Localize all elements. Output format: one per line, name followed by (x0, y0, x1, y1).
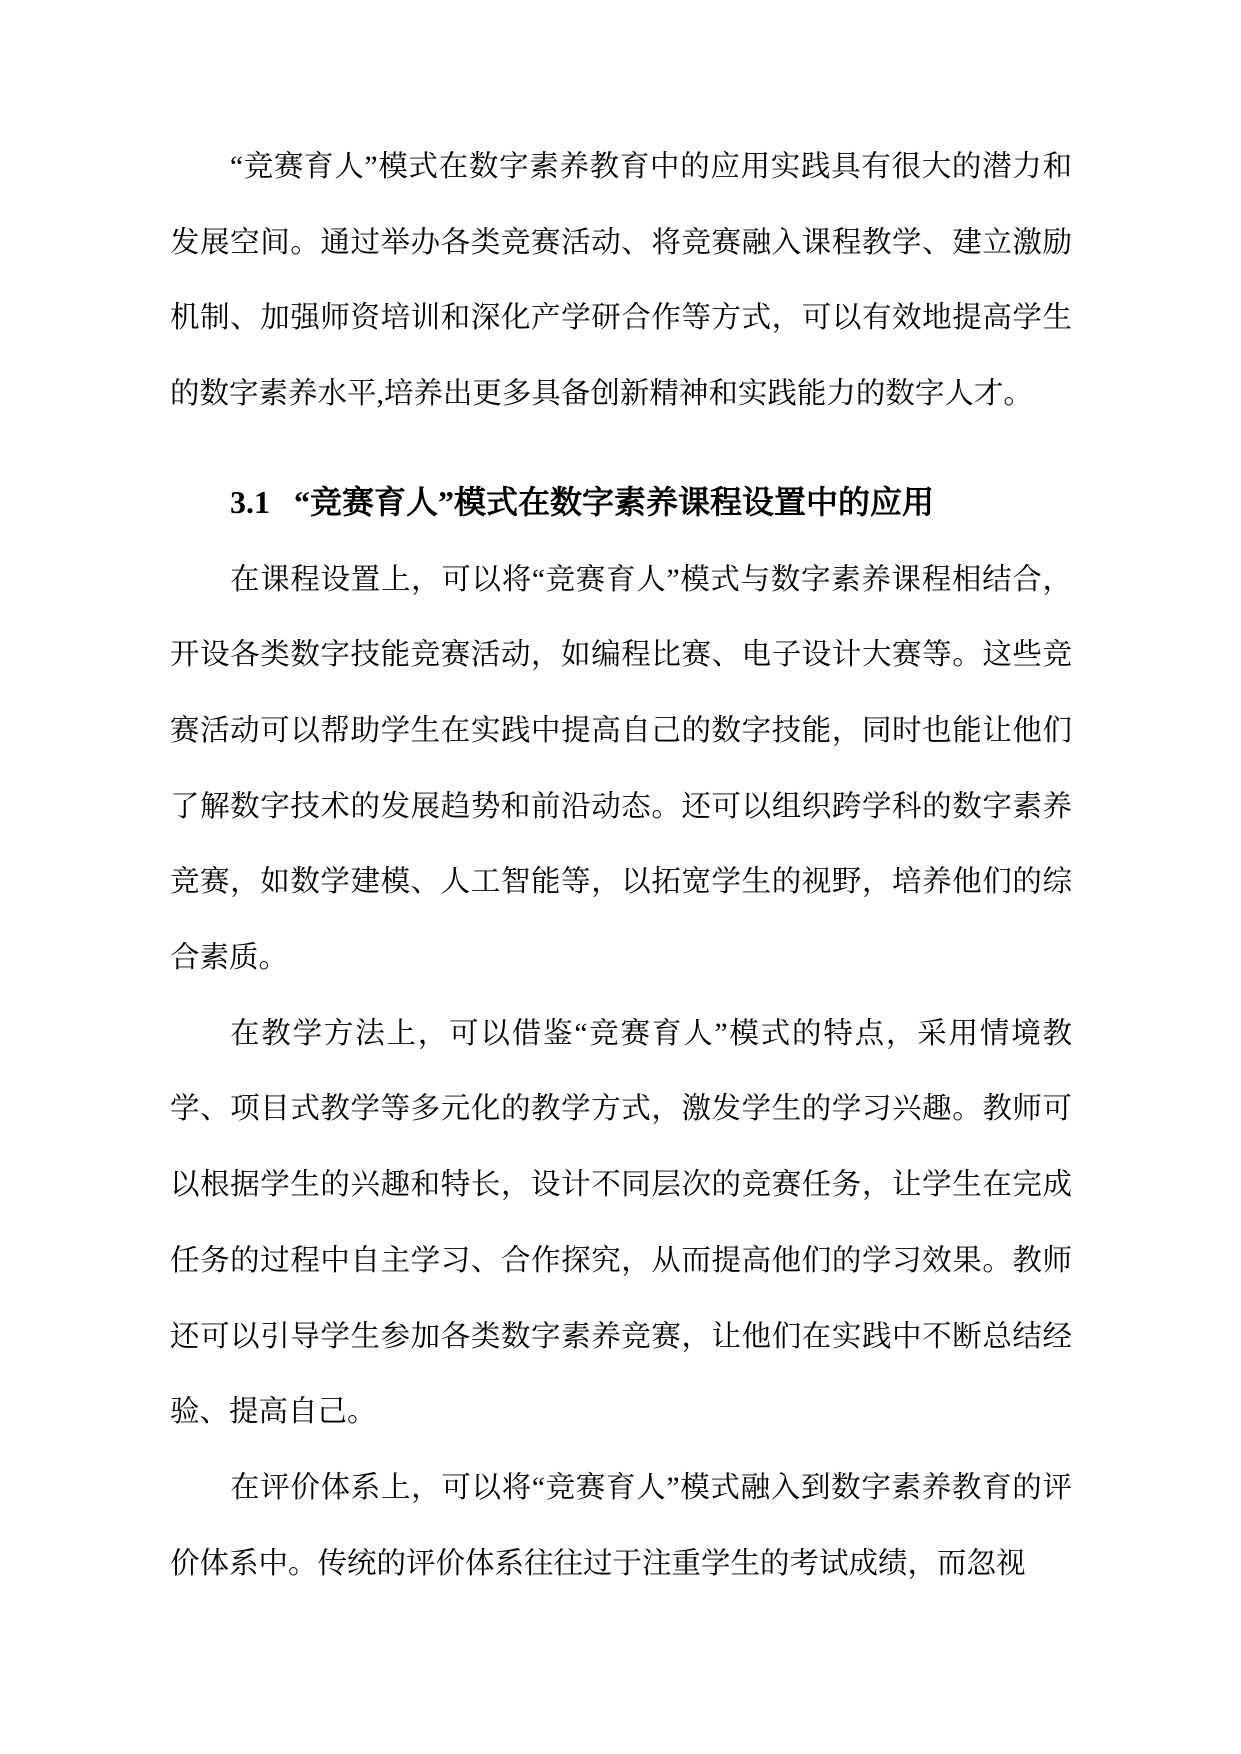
section-heading-number: 3.1 (230, 483, 270, 520)
body-paragraph-teaching-methods: 在教学方法上，可以借鉴“竞赛育人”模式的特点，采用情境教学、项目式教学等多元化的教学方式，激发学生的学习兴趣。教师可以根据学生的兴趣和特长，设计不同层次的竞赛任务，让学生在完成任务的过程中自主学习、合作探究，从而提高他们的学习效果。教师还可以引导学生参加各类数字素养竞赛，让他们在实践中不断总结经验、提高自己。 (170, 1017, 1072, 1429)
body-paragraph-evaluation-system: 在评价体系上，可以将“竞赛育人”模式融入到数字素养教育的评价体系中。传统的评价体系往往过于注重学生的考试成绩，而忽视 (170, 1471, 1072, 1580)
document-text-column (170, 130, 1072, 1602)
body-paragraph-course-design: 在课程设置上，可以将“竞赛育人”模式与数字素养课程相结合，开设各类数字技能竞赛活动，如编程比赛、电子设计大赛等。这些竞赛活动可以帮助学生在实践中提高自己的数字技能，同时也能让他们了解数字技术的发展趋势和前沿动态。还可以组织跨学科的数字素养竞赛，如数学建模、人工智能等，以拓宽学生的视野，培养他们的综合素质。 (170, 563, 1072, 975)
intro-paragraph: “竞赛育人”模式在数字素养教育中的应用实践具有很大的潜力和发展空间。通过举办各类竞赛活动、将竞赛融入课程教学、建立激励机制、加强师资培训和深化产学研合作等方式，可以有效地提高学生的数字素养水平,培养出更多具备创新精神和实践能力的数字人才。 (170, 151, 1072, 411)
section-heading (170, 465, 1072, 541)
section-heading-title: “竞赛育人”模式在数字素养课程设置中的应用 (294, 483, 935, 520)
